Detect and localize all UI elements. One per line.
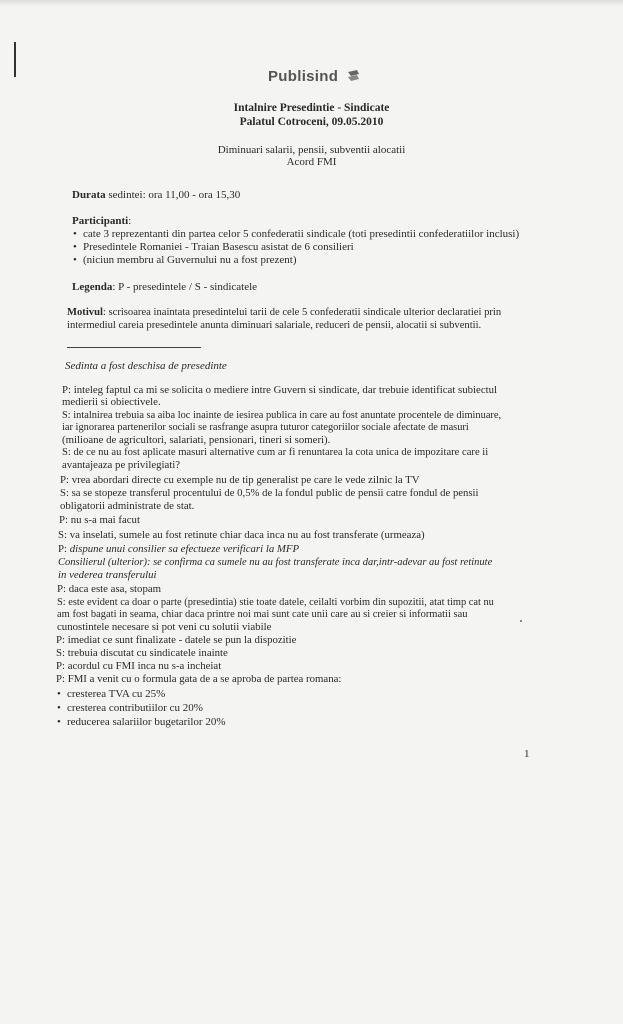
participant-item: • (niciun membru al Guvernului nu a fost prezent) bbox=[83, 254, 297, 266]
measure-item: • cresterea TVA cu 25% bbox=[67, 688, 165, 700]
dialogue-line: S: sa se stopeze transferul procentului de 0,5% de la fondul public de pensii catre fondul de pensii bbox=[60, 487, 479, 499]
dialogue-line: S: de ce nu au fost aplicate masuri alternative cum ar fi renuntarea la cota unica de impozitare care ii bbox=[62, 447, 489, 458]
dialogue-line: (milioane de agricultori, salariati, pensionari, tineri si someri). bbox=[62, 434, 331, 446]
dialogue-line: avantajeaza pe privilegiati? bbox=[62, 459, 181, 471]
meeting-topic: Diminuari salarii, pensii, subventii alocatii bbox=[217, 144, 406, 156]
dialogue-line: P: inteleg faptul ca mi se solicita o mediere intre Guvern si sindicate, dar trebuie identificat subiectul bbox=[62, 384, 498, 396]
dialogue-line: P: FMI a venit cu o formula gata de a se aproba de partea romana: bbox=[56, 673, 342, 685]
motivul-line bbox=[67, 307, 501, 319]
participanti-colon: : bbox=[128, 215, 132, 227]
participant-item: • cate 3 reprezentanti din partea celor 5 confederatii sindicale (toti presedintii confederatiilor inclusi) bbox=[83, 228, 519, 240]
measure-item: • reducerea salariilor bugetarilor 20% bbox=[67, 716, 226, 728]
dialogue-line: S: trebuia discutat cu sindicatele inainte bbox=[56, 647, 228, 659]
participanti-label: Participanti bbox=[72, 215, 129, 227]
dialogue-line: P: imediat ce sunt finalizate - datele se pun la dispozitie bbox=[56, 634, 297, 646]
durata-line bbox=[72, 189, 240, 201]
motivul-label: Motivul bbox=[67, 307, 103, 318]
dialogue-line: medierii si obiectivele. bbox=[62, 396, 161, 408]
dialogue-line: obligatorii administrate de stat. bbox=[60, 500, 195, 512]
dialogue-line: P: acordul cu FMI inca nu s-a incheiat bbox=[56, 660, 222, 672]
dialogue-line: cunostintele necesare si pot veni cu solutii viabile bbox=[57, 621, 272, 633]
meeting-title: Intalnire Presedintie - Sindicate bbox=[233, 102, 390, 114]
logo-mark-icon bbox=[347, 70, 360, 82]
publisind-logo bbox=[268, 68, 360, 85]
speaker-prefix: P: bbox=[58, 543, 70, 555]
sedinta-deschisa: Sedinta a fost deschisa de presedinte bbox=[65, 360, 227, 372]
dialogue-line: am fost bagati in seama, chiar daca printre noi mai sunt cate unii care au si creier si informatii sau bbox=[57, 609, 468, 620]
dialogue-line: S: intalnirea trebuia sa aiba loc inainte de iesirea publica in care au fost anuntate procentele de diminuare, bbox=[62, 410, 502, 421]
legenda-label: Legenda bbox=[72, 281, 113, 293]
dialogue-line: Consilierul (ulterior): se confirma ca sumele nu au fost transferate inca dar,intr-adevar au fost retinute bbox=[58, 557, 493, 568]
dialogue-line: P: vrea abordari directe cu exemple nu de tip generalist pe care le vede zilnic la TV bbox=[60, 474, 420, 486]
dialogue-line: P: daca este asa, stopam bbox=[57, 583, 162, 595]
dialogue-line: P: nu s-a mai facut bbox=[59, 514, 140, 526]
dialogue-line bbox=[58, 543, 299, 555]
dialogue-line: in vederea transferului bbox=[58, 569, 157, 581]
participanti-heading bbox=[72, 215, 131, 227]
dialogue-italic-text: dispune unui consilier sa efectueze verificari la MFP bbox=[69, 543, 300, 555]
motivul-line-2: intermediul careia presedintele anunta diminuari salariale, reduceri de pensii, alocatii si subventii. bbox=[67, 320, 482, 331]
meeting-location: Palatul Cotroceni, 09.05.2010 bbox=[239, 116, 384, 128]
legenda-line bbox=[72, 281, 257, 293]
margin-mark bbox=[14, 42, 16, 77]
participant-item: • Presedintele Romaniei - Traian Basescu asistat de 6 consilieri bbox=[83, 241, 354, 253]
legenda-text: : P - presedintele / S - sindicatele bbox=[112, 281, 258, 293]
section-divider bbox=[67, 347, 201, 348]
dialogue-line: S: va inselati, sumele au fost retinute chiar daca inca nu au fost transferate (urmeaza) bbox=[58, 529, 425, 541]
durata-label: Durata bbox=[72, 189, 106, 201]
meeting-topic-2: Acord FMI bbox=[286, 156, 337, 168]
scan-speck bbox=[520, 620, 522, 622]
logo-text: Publisind bbox=[268, 68, 339, 85]
motivul-text: : scrisoarea inaintata presedintelui tarii de cele 5 confederatii sindicale ulterior declaratiei prin bbox=[102, 307, 502, 318]
scan-edge bbox=[0, 0, 623, 6]
measure-item: • cresterea contributiilor cu 20% bbox=[67, 702, 203, 714]
page-number: 1 bbox=[524, 748, 530, 760]
dialogue-line: iar ignorarea partenerilor sociali se rasfrange asupra tuturor categoriilor sociale afectate de masuri bbox=[62, 422, 469, 433]
durata-text: sedintei: ora 11,00 - ora 15,30 bbox=[105, 189, 241, 201]
dialogue-line: S: este evident ca doar o parte (presedintia) stie toate datele, ceilalti vorbim din supozitii, atat timp cat nu bbox=[57, 597, 494, 608]
